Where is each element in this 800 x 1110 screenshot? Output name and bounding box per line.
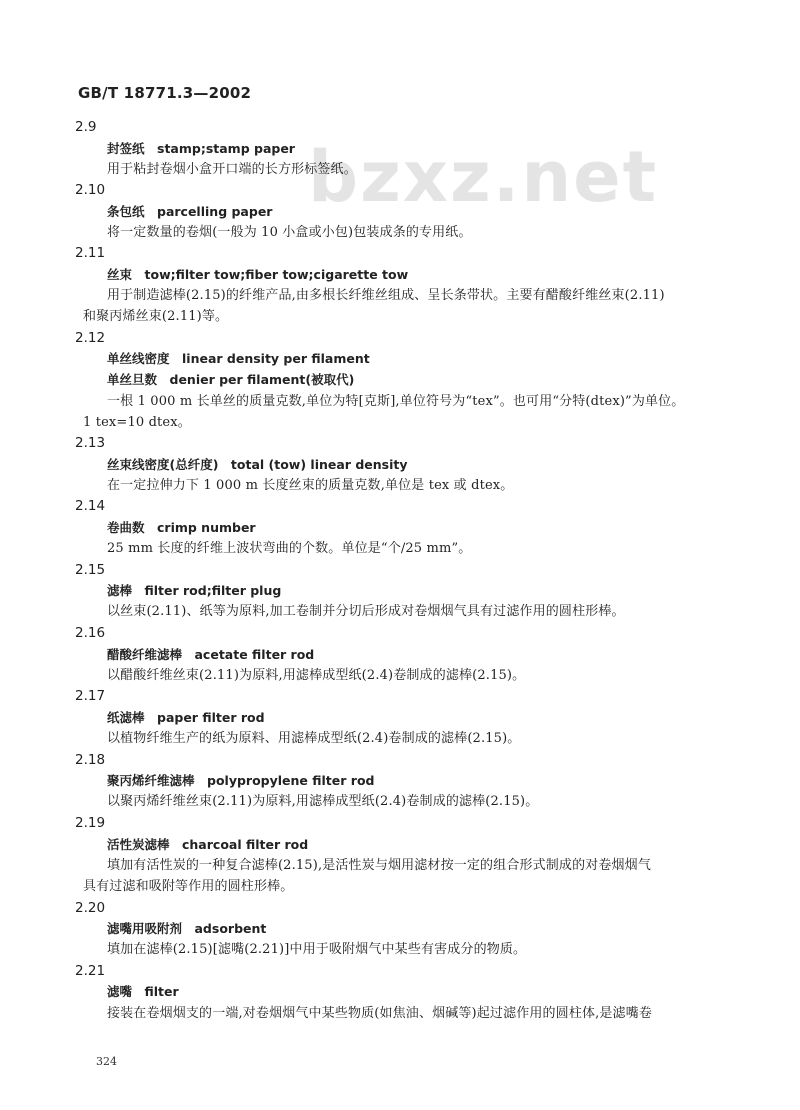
term-title: 丝束 tow;filter tow;fiber tow;cigarette tow <box>107 267 409 282</box>
term-title: 醋酸纤维滤棒 acetate filter rod <box>107 647 315 662</box>
term-title: 卷曲数 crimp number <box>107 520 256 535</box>
term-definition: 将一定数量的卷烟(一般为 10 小盒或小包)包装成条的专用纸。 <box>107 225 472 240</box>
term-definition: 以丝束(2.11)、纸等为原料,加工卷制并分切后形成对卷烟烟气具有过滤作用的圆柱形棒。 <box>107 604 625 619</box>
term-definition: 以植物纤维生产的纸为原料、用滤棒成型纸(2.4)卷制成的滤棒(2.15)。 <box>107 731 521 746</box>
term-title-alternative: 单丝旦数 denier per filament(被取代) <box>107 372 355 387</box>
clause-number: 2.16 <box>75 625 106 641</box>
term-title: 滤嘴用吸附剂 adsorbent <box>107 921 267 936</box>
term-definition: 以聚丙烯纤维丝束(2.11)为原料,用滤棒成型纸(2.4)卷制成的滤棒(2.15)。 <box>107 794 539 809</box>
term-definition: 在一定拉伸力下 1 000 m 长度丝束的质量克数,单位是 tex 或 dtex。 <box>107 478 514 493</box>
term-title: 滤嘴 filter <box>107 984 179 999</box>
term-definition: 一根 1 000 m 长单丝的质量克数,单位为特[克斯],单位符号为“tex”。也可用“分特(dtex)”为单位。 <box>107 394 685 409</box>
term-definition: 25 mm 长度的纤维上波状弯曲的个数。单位是“个/25 mm”。 <box>107 541 472 556</box>
term-definition: 用于制造滤棒(2.15)的纤维产品,由多根长纤维丝组成、呈长条带状。主要有醋酸纤维丝束(2.11) <box>107 288 665 303</box>
clause-number: 2.19 <box>75 815 106 831</box>
term-title: 纸滤棒 paper filter rod <box>107 710 265 725</box>
standard-code-header: GB/T 18771.3—2002 <box>78 84 252 102</box>
clause-number: 2.12 <box>75 330 106 346</box>
term-title: 单丝线密度 linear density per filament <box>107 351 370 366</box>
clause-number: 2.17 <box>75 688 106 704</box>
clause-number: 2.20 <box>75 900 106 916</box>
term-title: 封签纸 stamp;stamp paper <box>107 141 295 156</box>
clause-number: 2.11 <box>75 245 106 261</box>
clause-number: 2.13 <box>75 435 106 451</box>
clause-number: 2.14 <box>75 498 106 514</box>
page-number: 324 <box>96 1055 117 1068</box>
clause-number: 2.21 <box>75 963 106 979</box>
watermark: bzxz.net <box>308 136 659 218</box>
clause-number: 2.18 <box>75 752 106 768</box>
term-definition: 用于粘封卷烟小盒开口端的长方形标签纸。 <box>107 162 357 177</box>
term-definition-continued: 1 tex=10 dtex。 <box>83 415 191 430</box>
term-title: 聚丙烯纤维滤棒 polypropylene filter rod <box>107 773 375 788</box>
term-definition: 填加在滤棒(2.15)[滤嘴(2.21)]中用于吸附烟气中某些有害成分的物质。 <box>107 942 527 957</box>
term-definition-continued: 和聚丙烯丝束(2.11)等。 <box>83 309 229 324</box>
term-definition: 以醋酸纤维丝束(2.11)为原料,用滤棒成型纸(2.4)卷制成的滤棒(2.15)。 <box>107 668 526 683</box>
term-title: 滤棒 filter rod;filter plug <box>107 583 282 598</box>
term-title: 条包纸 parcelling paper <box>107 204 273 219</box>
term-title: 丝束线密度(总纤度) total (tow) linear density <box>107 457 408 472</box>
term-definition: 接装在卷烟烟支的一端,对卷烟烟气中某些物质(如焦油、烟碱等)起过滤作用的圆柱体,是滤嘴卷 <box>107 1006 653 1021</box>
clause-number: 2.15 <box>75 562 106 578</box>
term-title: 活性炭滤棒 charcoal filter rod <box>107 837 309 852</box>
term-definition: 填加有活性炭的一种复合滤棒(2.15),是活性炭与烟用滤材按一定的组合形式制成的对卷烟烟气 <box>107 858 651 873</box>
clause-number: 2.10 <box>75 182 106 198</box>
clause-number: 2.9 <box>75 119 97 135</box>
term-definition-continued: 具有过滤和吸附等作用的圆柱形棒。 <box>83 879 294 894</box>
